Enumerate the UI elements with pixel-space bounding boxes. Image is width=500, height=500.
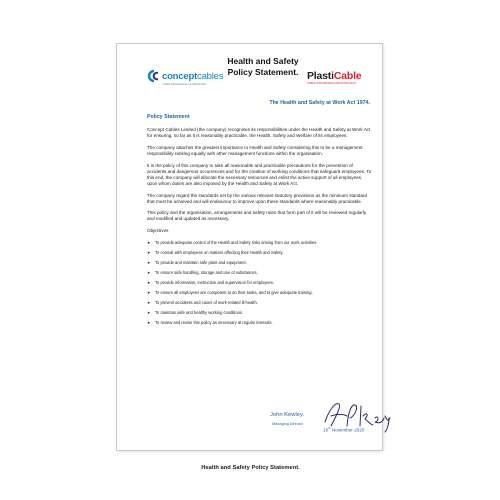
signatory-role: Managing Director	[272, 422, 304, 426]
arrow-bullet-icon: ➤	[147, 319, 151, 325]
objective-item	[147, 250, 372, 255]
arrow-bullet-icon: ➤	[147, 309, 151, 315]
arrow-bullet-icon: ➤	[147, 279, 151, 285]
objectives-heading: Objectives	[147, 228, 169, 234]
arrow-bullet-icon: ➤	[147, 289, 151, 295]
handwritten-signature	[317, 392, 397, 442]
date-suffix: th	[328, 426, 331, 430]
policy-document-page	[116, 43, 383, 471]
signatory-name: John Kewley.	[270, 412, 305, 418]
objective-item	[147, 300, 372, 305]
policy-paragraph: The company attaches the greatest importance to Health and Safety considering this to be a management responsibility ranking equally with other management functions within the organisation.	[147, 144, 363, 156]
objective-item	[147, 280, 372, 285]
objective-item	[147, 320, 372, 325]
concept-cables-wordmark	[162, 71, 223, 82]
policy-paragraph: The company regard the standards set by the various relevant statutory provisions as the minimum standard that must be achieved and will endeavour to improve upon these standards where reasonably practicable.	[147, 192, 368, 204]
objective-text: To ensure safe handling, storage and use of substances.	[155, 269, 258, 275]
date-day: 19	[323, 427, 329, 433]
policy-paragraph: This policy and the organisation, arrangements and safety rules that form part of it will be reviewed regularly and modified and updated as necessary.	[147, 210, 367, 222]
plasticable-logo	[307, 70, 361, 85]
concept-cables-logo-mark-icon	[145, 69, 161, 83]
section-title: Policy Statement	[147, 114, 190, 120]
arrow-bullet-icon: ➤	[147, 239, 151, 245]
objective-text: To ensure all employees are competent to do their tasks, and to give adequate training.	[155, 289, 313, 295]
concept-cables-logo	[145, 69, 223, 83]
objective-text: To review and revise this policy as necessary at regular intervals.	[155, 319, 273, 325]
plasticable-tagline: CABLE CONVERSION AND EXTRUSION	[307, 82, 356, 85]
document-title-line-1: Health and Safety	[227, 56, 299, 66]
arrow-bullet-icon: ➤	[147, 299, 151, 305]
objective-text: To provide information, instruction and supervision for employees.	[155, 279, 275, 285]
arrow-bullet-icon: ➤	[147, 269, 151, 275]
act-heading: The Health and Safety at Work Act 1974.	[269, 100, 370, 106]
objective-text: To prevent accidents and cases of work-related ill health.	[155, 299, 258, 305]
document-title	[223, 56, 303, 78]
logo-word-cables: cables	[197, 70, 224, 82]
objective-item	[147, 270, 372, 275]
arrow-bullet-icon: ➤	[147, 259, 151, 265]
objective-item	[147, 290, 372, 295]
signature-date	[323, 426, 364, 433]
objective-text: To maintain safe and healthy working conditions.	[155, 309, 244, 315]
logo-word-cable: Cable	[333, 70, 362, 82]
logo-word-concept: concept	[162, 70, 198, 82]
objective-text: To provide adequate control of the Health and Safety risks arising from our work activities.	[155, 239, 318, 245]
logo-word-plasti: Plasti	[307, 70, 334, 82]
policy-paragraph: Concept Cables Limited (the company) recognises its responsibilities under the Health and Safety at Work Act for ensuring, so far as it is reasonably practicable, the Health, Safety and Welfare of its employees.	[147, 127, 371, 139]
objective-item	[147, 260, 372, 265]
arrow-bullet-icon: ➤	[147, 249, 151, 255]
footer-title: Health and Safety Policy Statement.	[201, 465, 300, 471]
concept-cables-tagline: Cable Manufacturers & Distributors	[163, 82, 207, 86]
document-title-line-2: Policy Statement.	[227, 67, 299, 77]
policy-paragraph: It is the policy of this company to take all reasonable and practicable precautions for the prevention of accidents and dangerous occurrences and for the creation of working conditions that safeguard employees. To this end, the company will allocate the necessary resources and enlist the active support of all employees, upon whom duties are also imposed by the Health and Safety at Work Act.	[147, 162, 372, 186]
objectives-list	[147, 240, 372, 325]
plasticable-wordmark	[307, 70, 361, 82]
date-month-year: November 2020	[330, 427, 365, 433]
objective-text: To provide and maintain safe plant and equipment.	[155, 259, 247, 265]
objective-text: To consult with employees on matters affecting their Health and Safety.	[155, 249, 284, 255]
policy-body	[147, 127, 372, 330]
objective-item	[147, 240, 372, 245]
objective-item	[147, 310, 372, 315]
